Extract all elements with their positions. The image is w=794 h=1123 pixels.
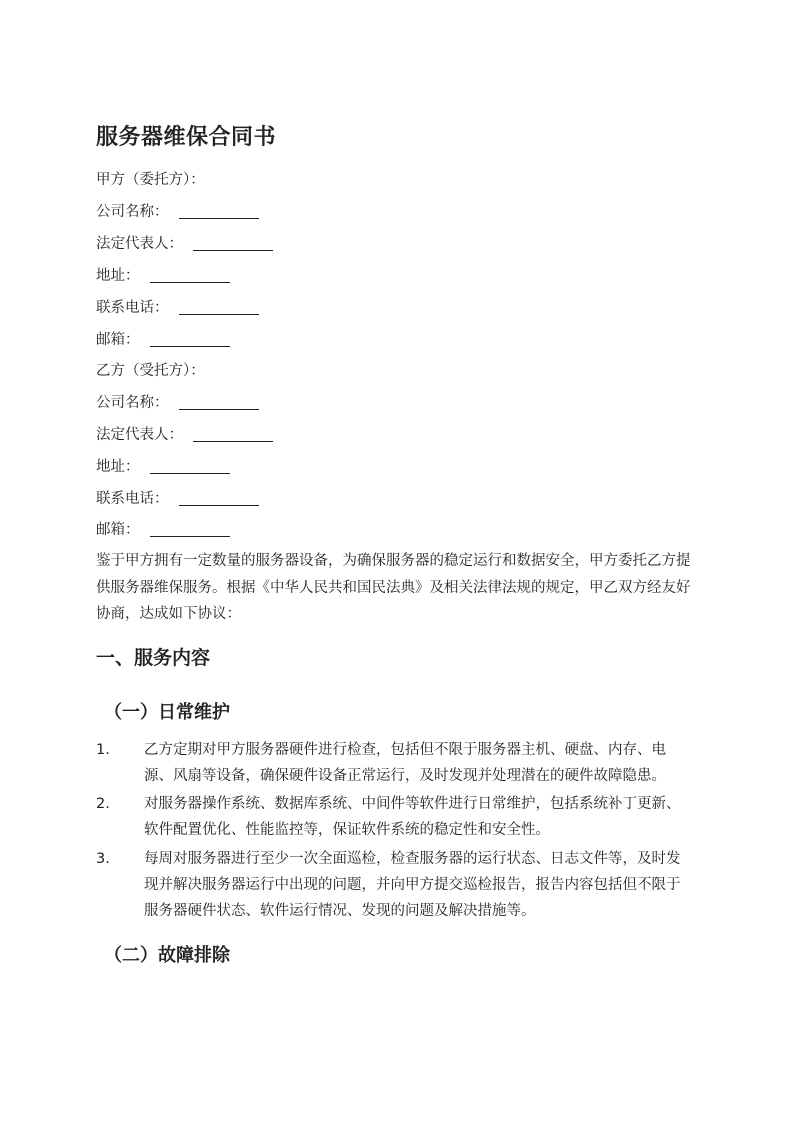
intro-line: 供服务器维保服务。根据《中华人民共和国民法典》及相关法律法规的规定，甲乙双方经友好 [96,579,691,596]
party-b-phone: 联系电话： [96,487,259,511]
list-number: 3. [96,851,110,867]
party-a-phone: 联系电话： [96,296,259,320]
blank-line [193,423,273,442]
intro-line: 鉴于甲方拥有一定数量的服务器设备，为确保服务器的稳定运行和数据安全，甲方委托乙方提 [96,553,691,569]
blank-line [150,264,230,283]
party-a-legal-representative: 法定代表人： [96,232,273,256]
list-number: 2. [96,796,110,812]
party-b-email: 邮箱： [96,518,230,542]
party-b-address: 地址： [96,455,230,479]
list-item-text: 每周对服务器进行至少一次全面巡检，检查服务器的运行状态、日志文件等，及时发 现并解决服务器运行中出现的问题，并向甲方提交巡检报告，报告内容包括但不限于 服务器硬件状态、软件运行情况、发现的问题及解决措施等。 [144,851,681,919]
intro-paragraph [96,548,702,628]
subsection-heading-daily-maintenance: （一）日常维护 [104,702,230,723]
list-item-text: 对服务器操作系统、数据库系统、中间件等软件进行日常维护，包括系统补丁更新、 软件配置优化、性能监控等，保证软件系统的稳定性和安全性。 [144,796,681,838]
party-b-legal-representative: 法定代表人： [96,423,273,447]
section-heading-service-content: 一、服务内容 [96,647,211,669]
intro-line: 协商，达成如下协议： [96,606,241,622]
blank-line [193,232,273,251]
party-a-email: 邮箱： [96,328,230,352]
party-b-heading: 乙方（受托方）： [96,363,205,379]
blank-line [150,328,230,347]
list-number: 1. [96,742,110,758]
list-item-text: 乙方定期对甲方服务器硬件进行检查，包括但不限于服务器主机、硬盘、内存、电 源、风扇等设备，确保硬件设备正常运行，及时发现并处理潜在的硬件故障隐患。 [144,742,666,784]
blank-line [179,200,259,219]
party-a-company-name: 公司名称： [96,200,259,224]
blank-line [179,296,259,315]
document-title: 服务器维保合同书 [96,125,277,150]
blank-line [150,455,230,474]
blank-line [150,518,230,537]
party-a-heading: 甲方（委托方）： [96,172,205,188]
blank-line [179,391,259,410]
blank-line [179,487,259,506]
party-b-company-name: 公司名称： [96,391,259,415]
subsection-heading-troubleshooting: （二）故障排除 [104,945,230,966]
party-a-address: 地址： [96,264,230,288]
